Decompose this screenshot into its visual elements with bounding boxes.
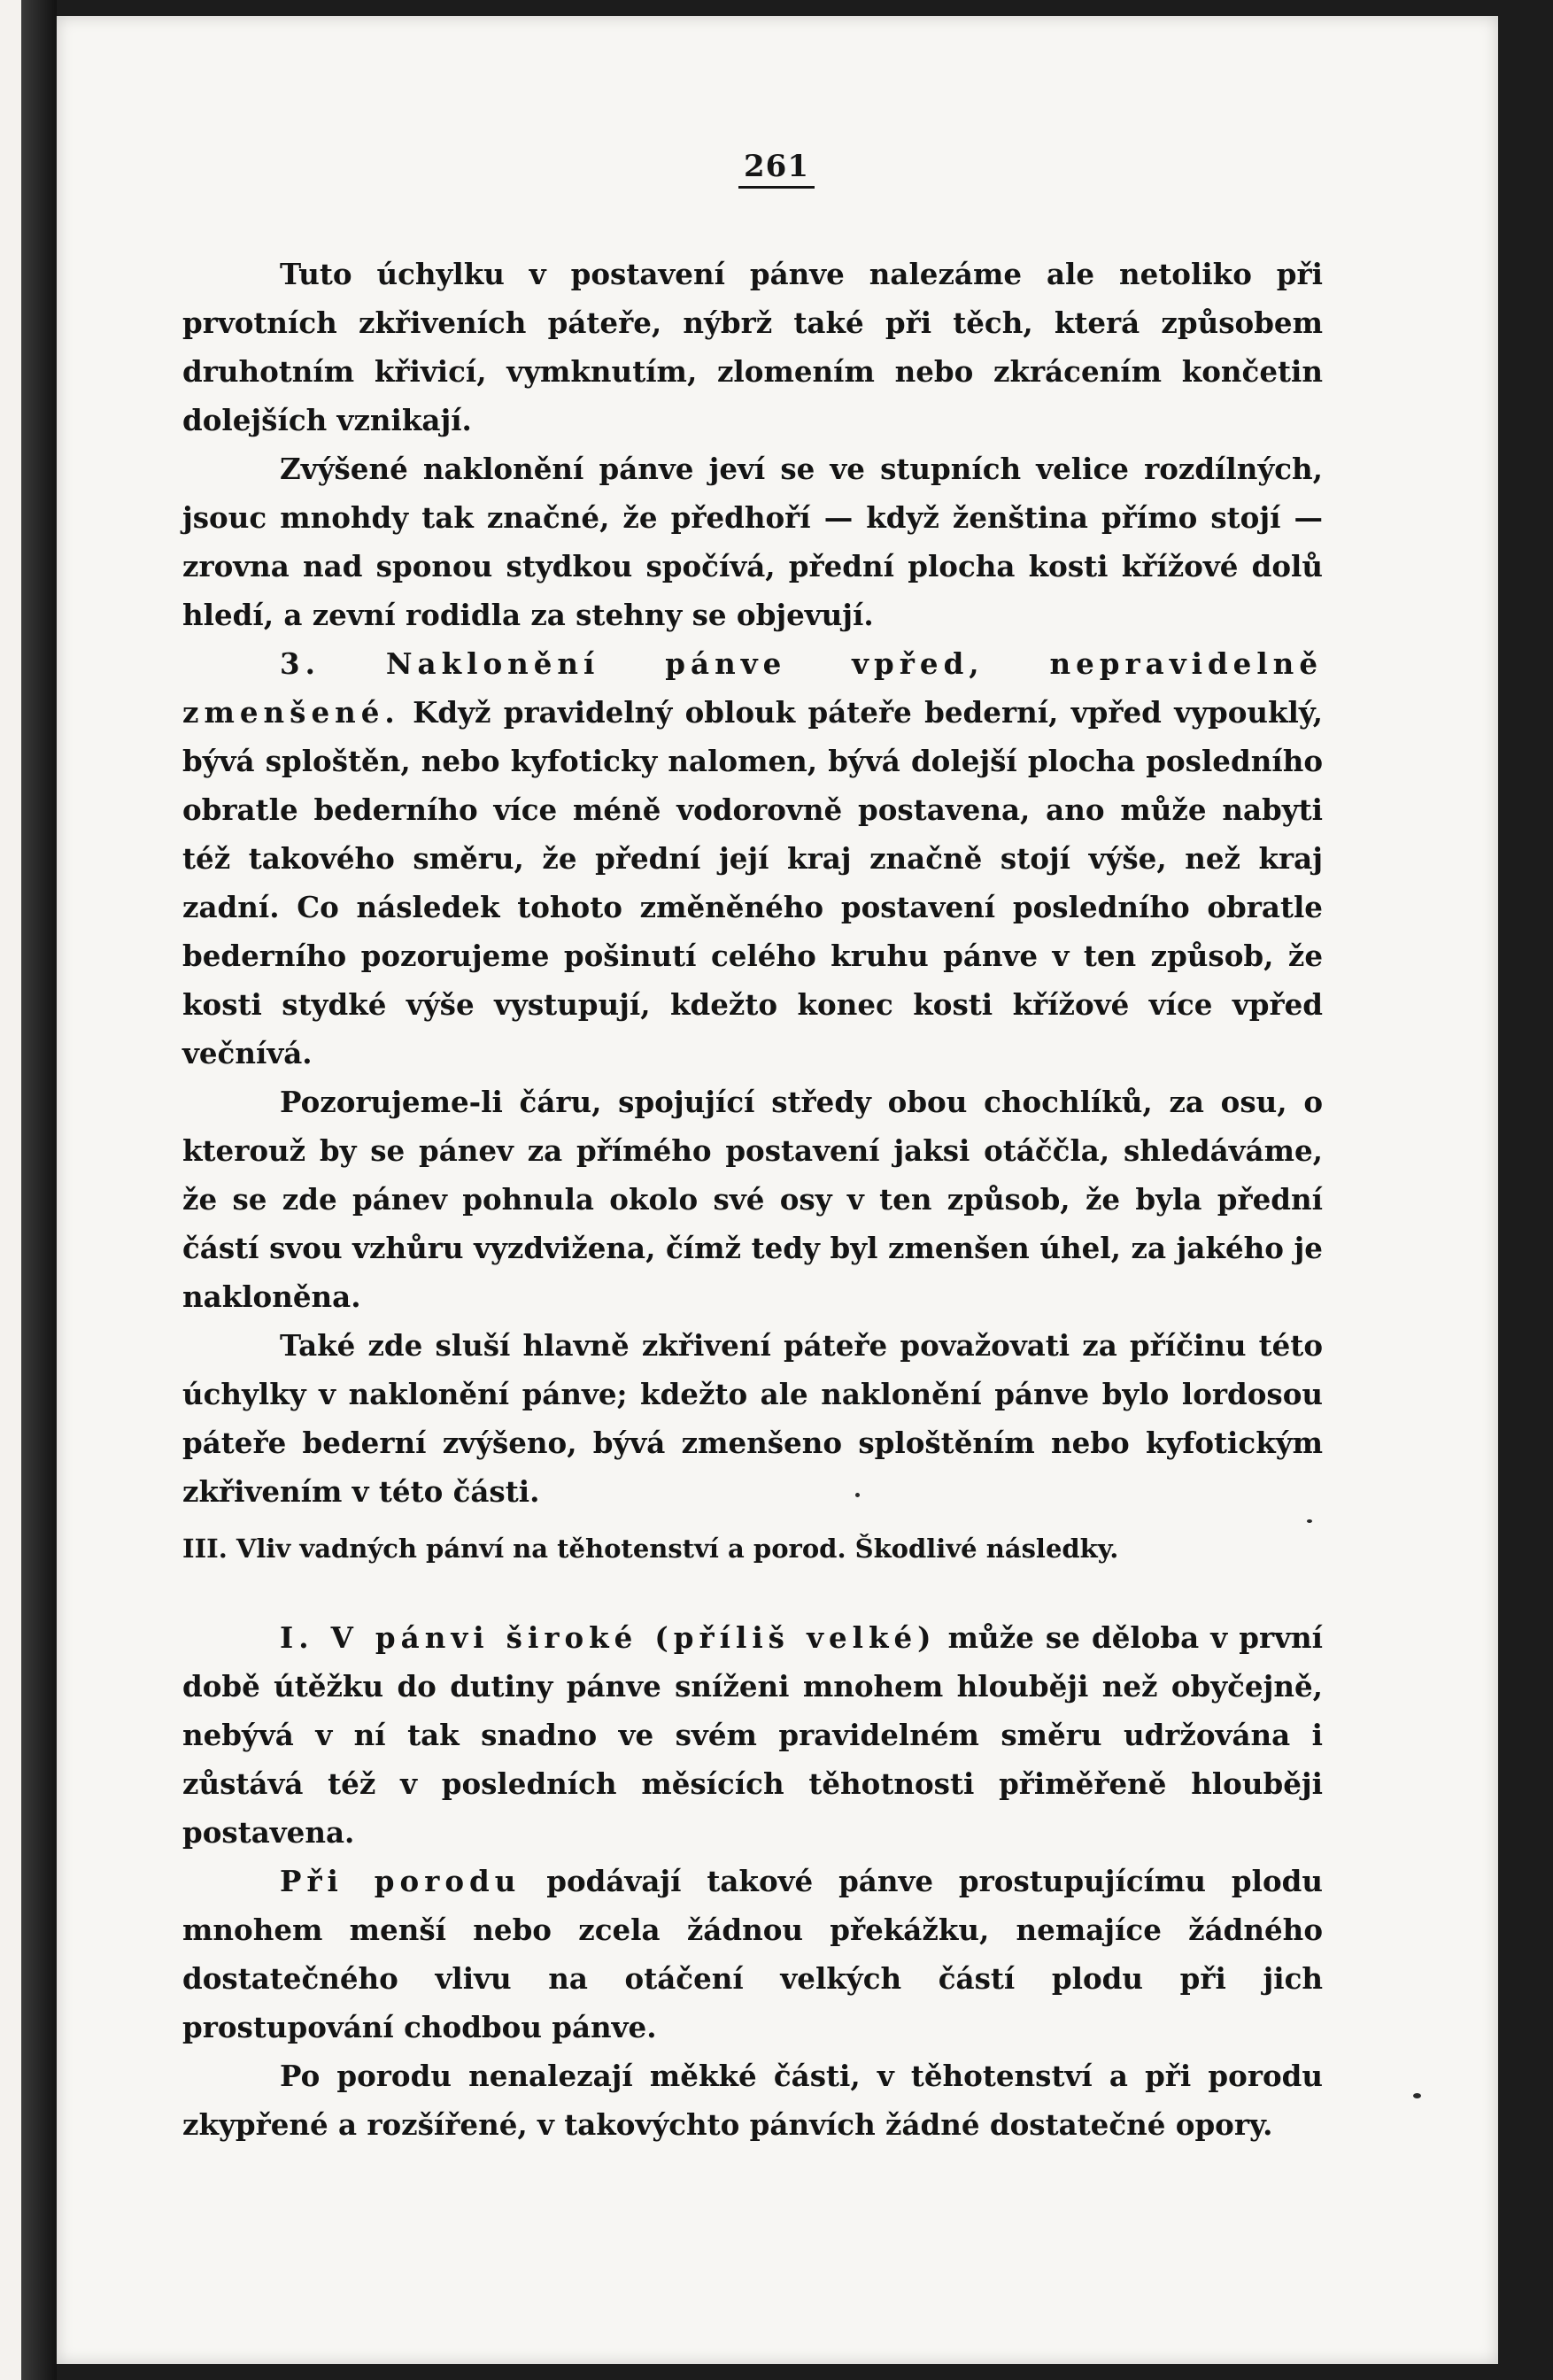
section-heading: III. Vliv vadných pánví na těhotenství a porod. Škodlivé následky. bbox=[182, 1534, 1119, 1564]
section-paragraph-2-body: podávají takové pánve prostupujícímu plodu mnohem menší nebo zcela žádnou překážku, nemajíce žádného dostatečného vlivu na otáčení velkých částí plodu při jich prostupování chodbou pánve. bbox=[182, 1864, 1323, 2044]
body-text-upper bbox=[182, 250, 1323, 1516]
paragraph-5: Také zde sluší hlavně zkřivení páteře považovati za příčinu této úchylky v naklonění pánve; kdežto ale naklonění pánve bylo lordosou páteře bederní zvýšeno, bývá zmenšeno sploštěním nebo kyfotickým zkřivením v této části. bbox=[182, 1328, 1323, 1509]
binding-shadow bbox=[21, 0, 57, 2380]
page-number: 261 bbox=[0, 149, 1553, 184]
section-paragraph-1-body: může se děloba v první době útěžku do dutiny pánve sníženi mnohem hlouběji než obyčejně, nebývá v ní tak snadno ve svém pravidelném směru udržována i zůstává též v posledních měsících těhotnosti přiměřeně hlouběji postavena. bbox=[182, 1620, 1323, 1850]
subsection-lead-3: 3. Naklonění pánve vpřed, nepravidelně zmenšené. bbox=[182, 646, 1323, 730]
ink-speck bbox=[855, 1493, 860, 1497]
section-paragraph-1 bbox=[182, 1613, 1323, 1857]
section-lead-2: Při porodu bbox=[280, 1864, 522, 1898]
paragraph-3 bbox=[182, 639, 1323, 1078]
section-lead-1: I. V pánvi široké (příliš velké) bbox=[280, 1620, 937, 1655]
paragraph-1: Tuto úchylku v postavení pánve nalezáme ale netoliko při prvotních zkřiveních páteře, nýbrž také při těch, která způsobem druhotním křivicí, vymknutím, zlomením nebo zkrácením končetin dolejších vznikají. bbox=[182, 257, 1323, 437]
paragraph-4: Pozorujeme-li čáru, spojující středy obou chochlíků, za osu, o kterouž by se pánev za přímého postavení jaksi otáččla, shledáváme, že se zde pánev pohnula okolo své osy v ten způsob, že byla přední částí svou vzhůru vyzdvižena, čímž tedy byl zmenšen úhel, za jakého je nakloněna. bbox=[182, 1085, 1323, 1314]
section-paragraph-2 bbox=[182, 1857, 1323, 2052]
body-text-lower bbox=[182, 1613, 1323, 2149]
ink-speck bbox=[1307, 1519, 1312, 1523]
left-page-edge bbox=[0, 0, 21, 2380]
paragraph-3-body: Když pravidelný oblouk páteře bederní, vpřed vypouklý, bývá sploštěn, nebo kyfoticky nalomen, bývá dolejší plocha posledního obratle bederního více méně vodorovně postavena, ano může nabyti též takového směru, že přední její kraj značně stojí výše, než kraj zadní. Co následek tohoto změněného postavení posledního obratle bederního pozorujeme pošinutí celého kruhu pánve v ten způsob, že kosti stydké výše vystupují, kdežto konec kosti křížové více vpřed večnívá. bbox=[182, 695, 1323, 1070]
ink-speck bbox=[1413, 2093, 1421, 2098]
section-paragraph-3: Po porodu nenalezají měkké části, v těhotenství a při porodu zkypřené a rozšířené, v takovýchto pánvích žádné dostatečné opory. bbox=[182, 2059, 1323, 2142]
paragraph-2: Zvýšené naklonění pánve jeví se ve stupních velice rozdílných, jsouc mnohdy tak značné, že předhoří — když ženština přímo stojí — zrovna nad sponou stydkou spočívá, přední plocha kosti křížové dolů hledí, a zevní rodidla za stehny se objevují. bbox=[182, 452, 1323, 632]
